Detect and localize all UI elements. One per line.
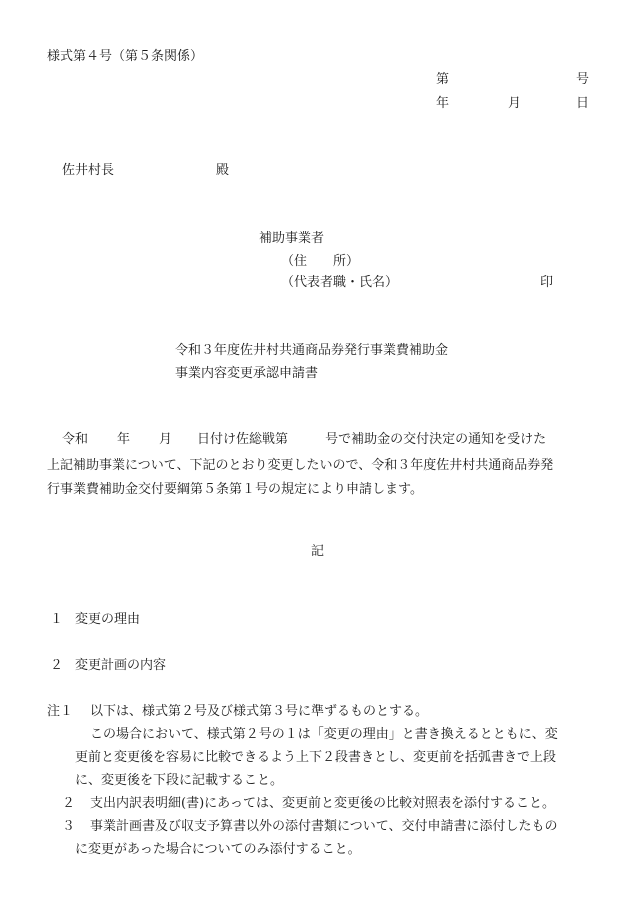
body-era: 令和 — [62, 432, 89, 447]
addressee-name: 佐井村長 — [62, 163, 115, 178]
doc-number-prefix: 第 — [436, 72, 450, 87]
note-2-number: ２ — [62, 796, 76, 811]
ki-heading: 記 — [311, 544, 325, 559]
body-month: 月 — [159, 432, 173, 447]
body-line1 — [62, 433, 546, 446]
note-3-number: ３ — [62, 819, 76, 834]
date-year: 年 — [436, 96, 450, 111]
note-1-line2: この場合において、様式第２号の１は「変更の理由」と書き換えるとともに、変 — [90, 727, 558, 742]
note-2-text: 支出内訳表明細(書)にあっては、変更前と変更後の比較対照表を添付すること。 — [90, 796, 556, 811]
applicant-address: （住 所） — [281, 254, 360, 269]
applicant-label: 補助事業者 — [259, 231, 325, 246]
item-number: １ — [50, 612, 64, 627]
date-day: 日 — [576, 96, 590, 111]
document-title-line1: 令和３年度佐井村共通商品券発行事業費補助金 — [175, 343, 449, 358]
item-number: ２ — [50, 658, 64, 673]
note-1-line4: に、変更後を下段に記載すること。 — [75, 773, 284, 788]
seal-mark: 印 — [540, 275, 554, 290]
note-1-line1: 以下は、様式第２号及び様式第３号に準ずるものとする。 — [90, 704, 429, 719]
applicant-representative: （代表者職・氏名） — [281, 275, 399, 290]
item-text: 変更計画の内容 — [75, 658, 167, 673]
document-title-line2: 事業内容変更承認申請書 — [175, 366, 319, 381]
body-year: 年 — [117, 432, 131, 447]
addressee-honorific: 殿 — [216, 163, 230, 178]
date-month: 月 — [508, 96, 522, 111]
note-3-line1: 事業計画書及び収支予算書以外の添付書類について、交付申請書に添付したもの — [90, 819, 558, 834]
body-line2: 上記補助事業について、下記のとおり変更したいので、令和３年度佐井村共通商品券発 — [47, 458, 554, 473]
item-text: 変更の理由 — [75, 612, 141, 627]
body-line3: 行事業費補助金交付要綱第５条第１号の規定により申請します。 — [47, 482, 423, 497]
body-rest: 号で補助金の交付決定の通知を受けた — [325, 432, 547, 447]
note-3-line2: に変更があった場合についてのみ添付すること。 — [75, 842, 361, 857]
doc-number-suffix: 号 — [576, 72, 590, 87]
form-number: 様式第４号（第５条関係） — [47, 49, 204, 64]
notes-label: 注１ — [47, 704, 74, 719]
body-reference: 日付け佐総戦第 — [197, 432, 289, 447]
note-1-line3: 更前と変更後を容易に比較できるよう上下２段書きとし、変更前を括弧書きで上段 — [75, 750, 557, 765]
